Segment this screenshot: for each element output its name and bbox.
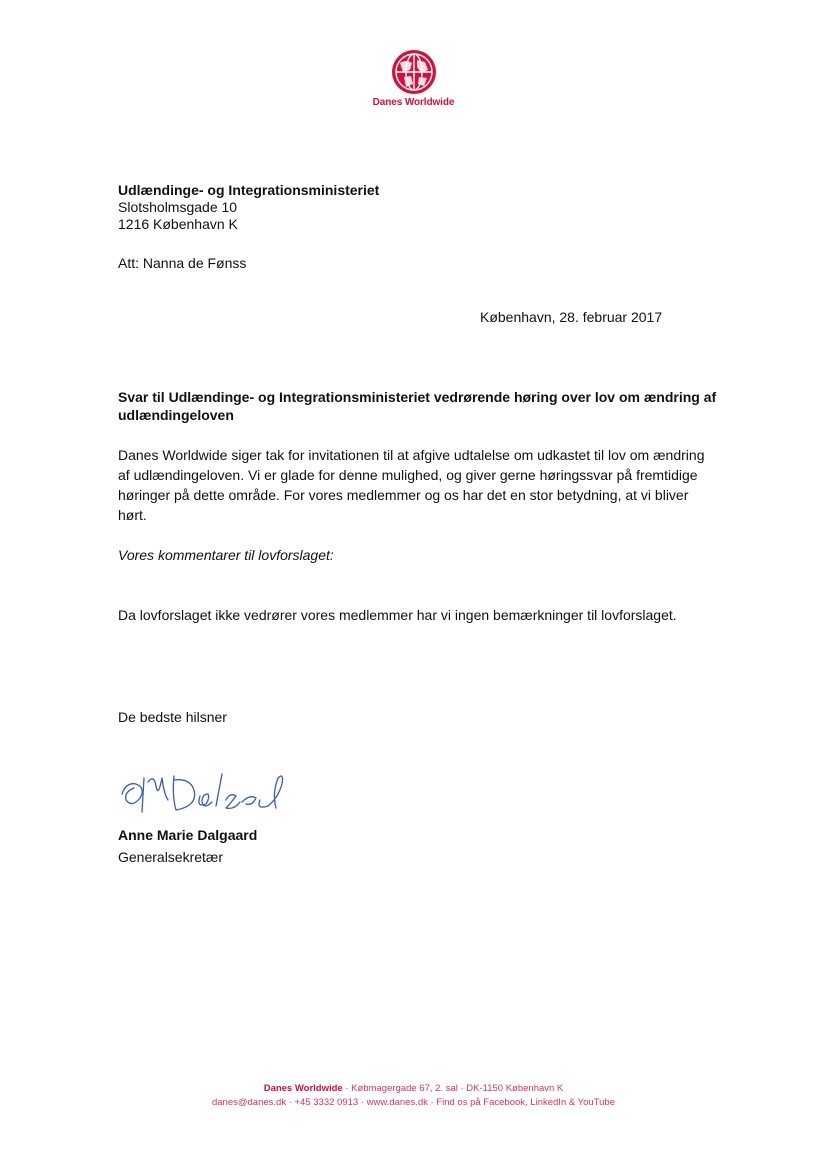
footer-line-1 bbox=[0, 1082, 827, 1096]
recipient-city: 1216 København K bbox=[118, 216, 238, 232]
signature-icon bbox=[118, 764, 293, 824]
signer-title: Generalsekretær bbox=[118, 849, 224, 865]
signer-name: Anne Marie Dalgaard bbox=[118, 827, 258, 843]
handwritten-signature bbox=[118, 764, 293, 829]
footer-brand: Danes Worldwide bbox=[263, 1083, 343, 1094]
logo-text: Danes Worldwide bbox=[372, 97, 455, 108]
closing-greeting: De bedste hilsner bbox=[118, 709, 227, 725]
recipient-street: Slotsholmsgade 10 bbox=[118, 199, 238, 215]
recipient-address bbox=[118, 182, 379, 233]
comments-heading: Vores kommentarer til lovforslaget: bbox=[118, 547, 334, 563]
footer-line-2: danes@danes.dk · +45 3332 0913 · www.danes.dk · Find os på Facebook, LinkedIn & YouTube bbox=[211, 1097, 616, 1108]
letter-subject: Svar til Udlændinge- og Integrationsministeriet vedrørende høring over lov om ændring af udlændingeloven bbox=[118, 389, 717, 423]
page-footer bbox=[0, 1082, 827, 1110]
letter-date: København, 28. februar 2017 bbox=[480, 309, 663, 325]
globe-logo-icon bbox=[390, 48, 438, 96]
header-logo bbox=[0, 48, 827, 108]
footer-address: · Købmagergade 67, 2. sal · DK-1150 København K bbox=[342, 1083, 564, 1094]
attention-line: Att: Nanna de Fønss bbox=[118, 255, 247, 271]
body-paragraph: Danes Worldwide siger tak for invitationen til at afgive udtalelse om udkastet til lov om ændring af udlændingeloven. Vi er glade for denne mulighed, og giver gerne høringssvar på fremtidige høringer på dette område. For vores medlemmer og os har det en stor betydning, at vi bliver hørt. bbox=[118, 447, 705, 523]
comment-paragraph: Da lovforslaget ikke vedrører vores medlemmer har vi ingen bemærkninger til lovforslaget. bbox=[118, 607, 677, 623]
recipient-organization: Udlændinge- og Integrationsministeriet bbox=[118, 182, 380, 198]
